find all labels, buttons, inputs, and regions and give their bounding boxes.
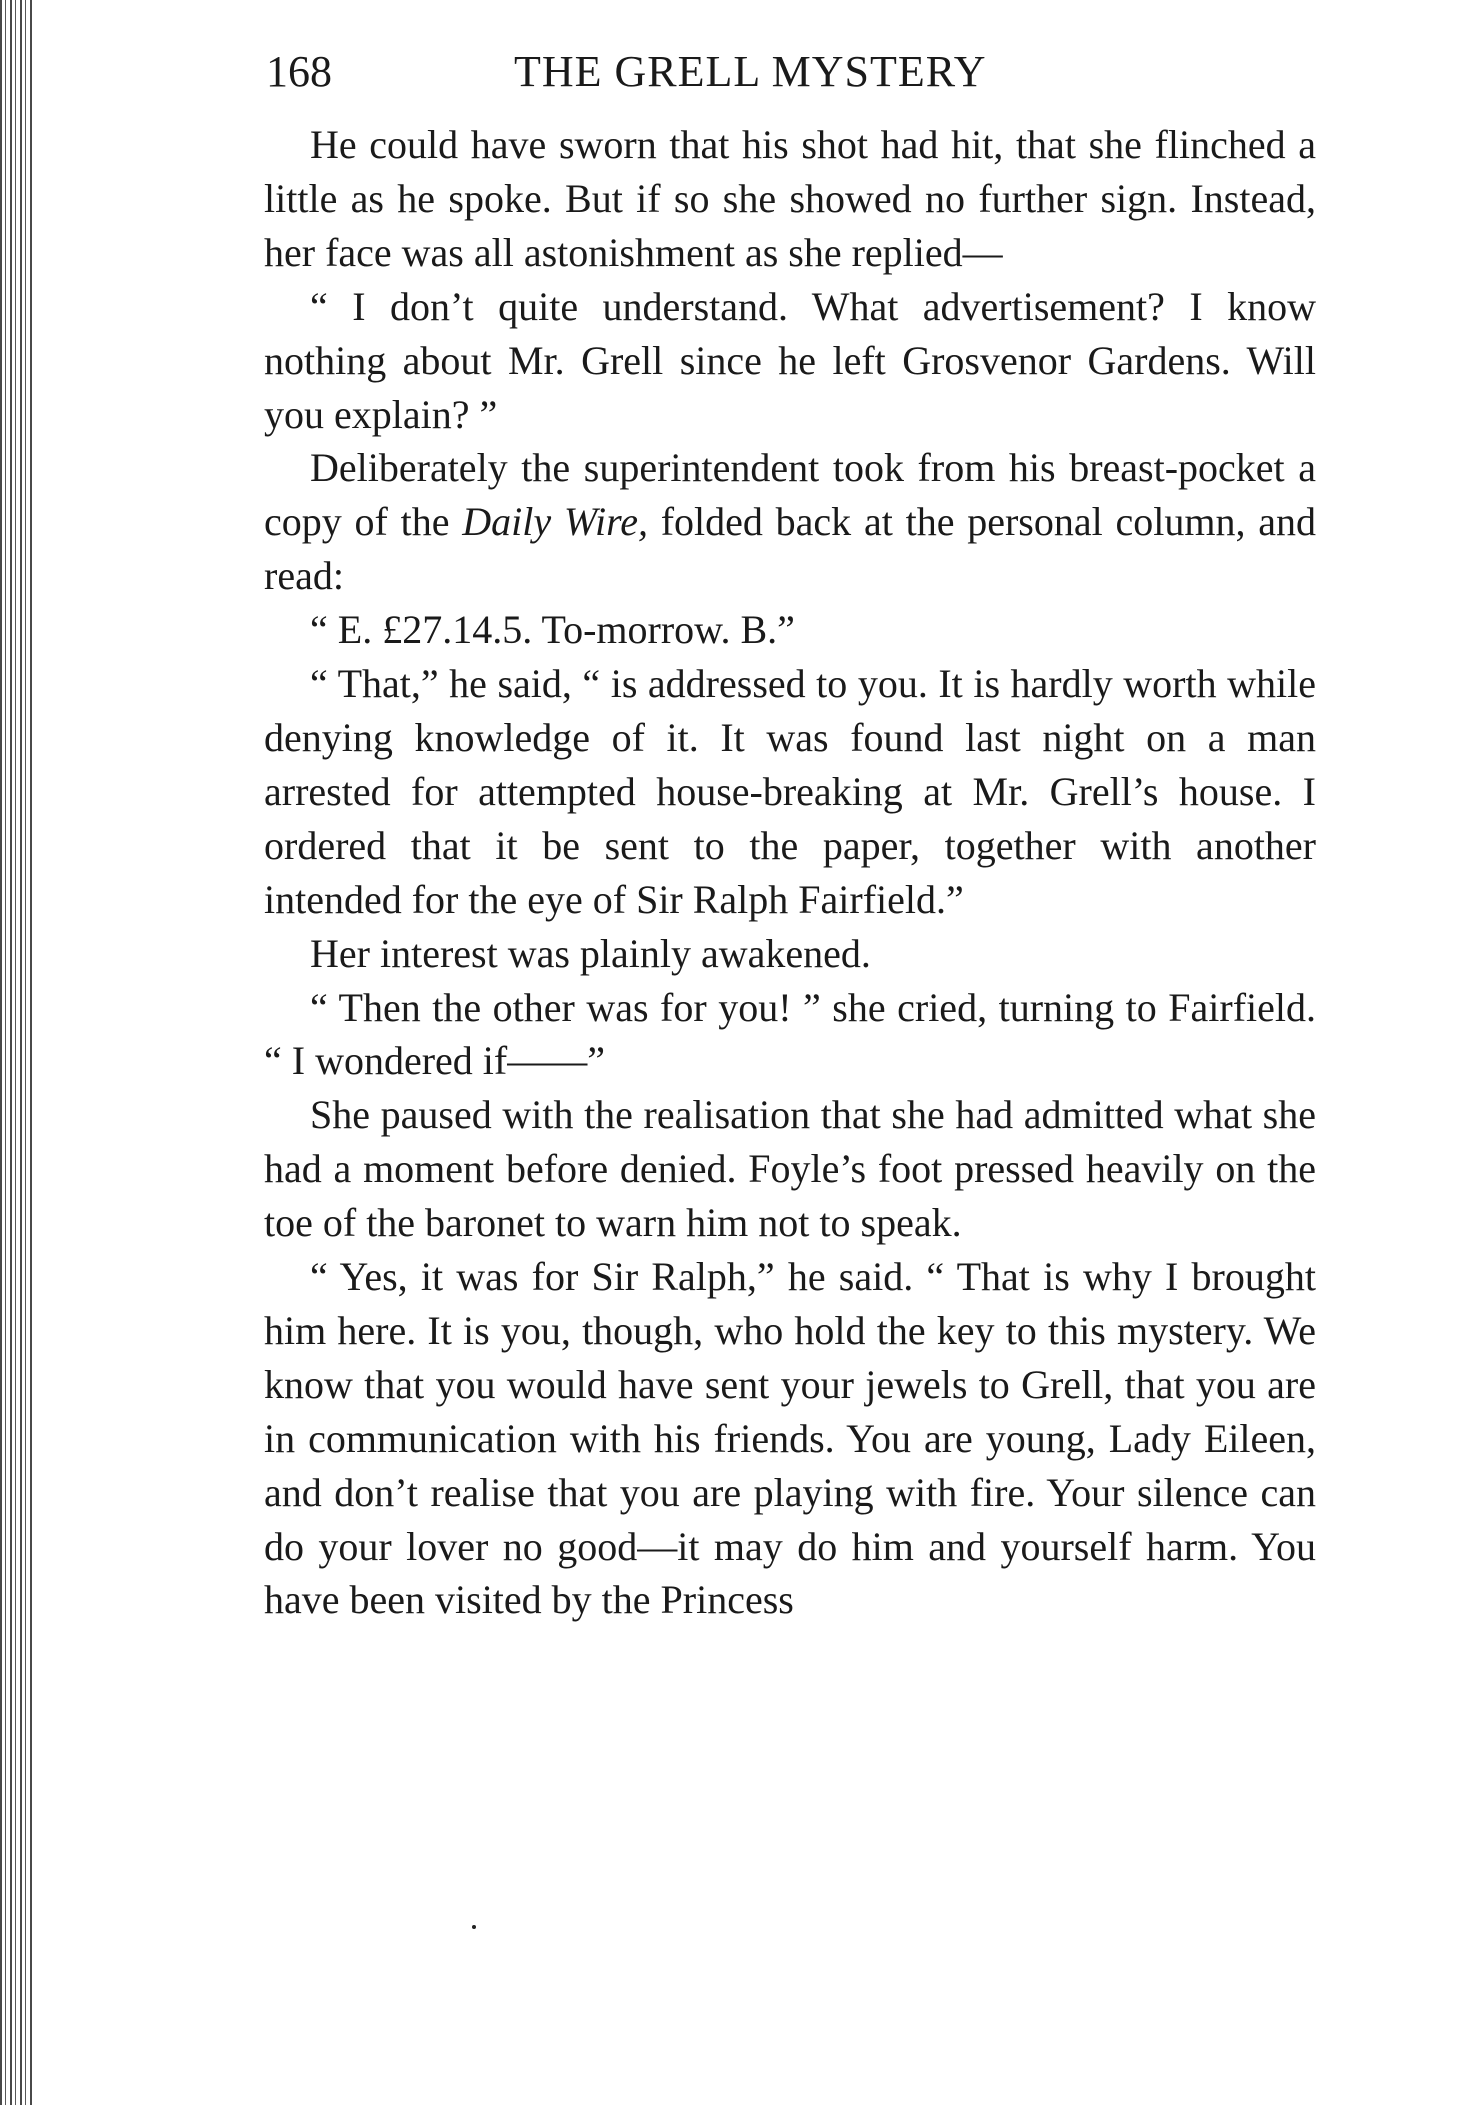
paragraph-1: He could have sworn that his shot had hit, that she flinched a little as he spoke. But if so she showed no further sign. Instead, her face was all astonishment as she replied— [264,122,1316,275]
paragraph-3 [264,441,1316,603]
paragraph-8: She paused with the realisation that she had admitted what she had a moment before denied. Foyle’s foot pressed heavily on the toe of the baronet to warn him not to speak. [264,1092,1316,1246]
running-title: THE GRELL MYSTERY [514,47,987,96]
paragraph-6: Her interest was plainly awakened. [310,930,871,976]
paragraph-2: “ I don’t quite understand. What advertisement? I know nothing about Mr. Grell since he left Grosvenor Gardens. Will you explain? ” [264,283,1316,437]
paragraph-3-before: Deliberately the superintendent took from his breast-pocket a copy of the [264,445,1316,545]
page-number: 168 [266,47,332,96]
newspaper-title: Daily Wire, [462,499,648,545]
page-header [266,44,1316,100]
page-body [264,118,1316,1627]
book-binding-edge [0,0,34,2105]
paragraph-9: “ Yes, it was for Sir Ralph,” he said. “ That is why I brought him here. It is you, though, who hold the key to this mystery. We know that you would have sent your jewels to Grell, that you are in communication with his friends. You are young, Lady Eileen, and don’t realise that you are playing with fire. Your silence can do your lover no good—it may do him and yourself harm. You have been visited by the Princess [264,1254,1316,1623]
paragraph-7: “ Then the other was for you! ” she cried, turning to Fairfield. “ I wondered if——” [264,984,1316,1084]
paragraph-5: “ That,” he said, “ is addressed to you. It is hardly worth while denying knowledge of it. It was found last night on a man arrested for attempted house-breaking at Mr. Grell’s house. I ordered that it be sent to the paper, together with another intended for the eye of Sir Ralph Fairfield.” [264,661,1316,922]
print-speck [472,1925,476,1929]
paragraph-4: “ E. £27.14.5. To-morrow. B.” [310,607,795,653]
paragraph-3-after: folded back at the personal column, and read: [264,499,1316,599]
